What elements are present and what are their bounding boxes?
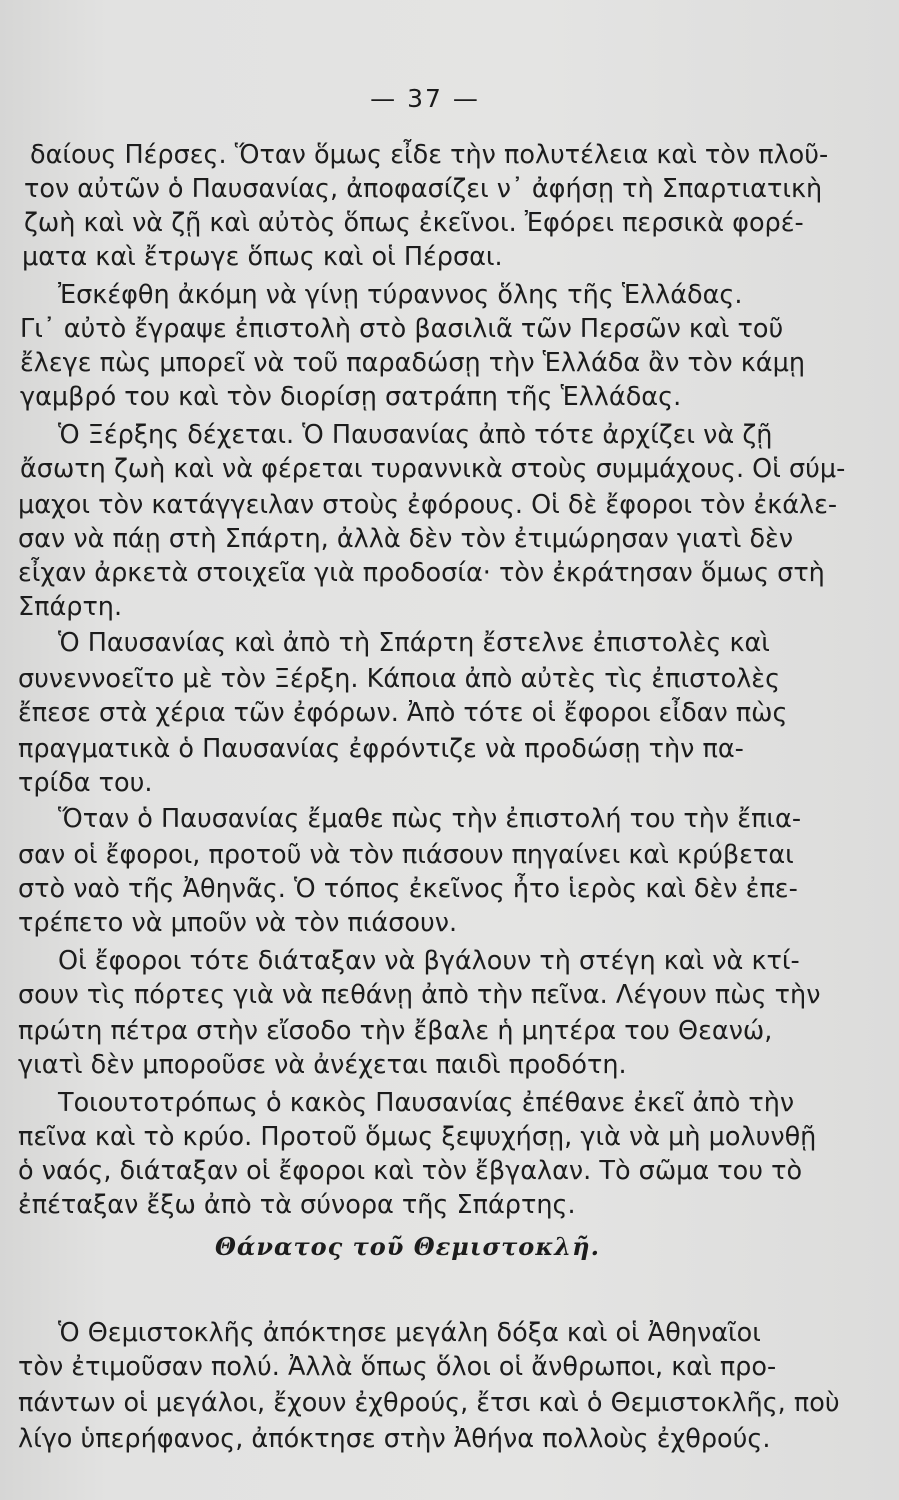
text-line: στὸ ναὸ τῆς Ἀθηνᾶς. Ὁ τόπος ἐκεῖνος ἦτο ἱερὸς καὶ δὲν ἐπε- xyxy=(18,874,798,904)
section-heading: Θάνατος τοῦ Θεμιστοκλῆ. xyxy=(215,1232,600,1261)
text-line: ζωὴ καὶ νὰ ζῇ καὶ αὐτὸς ὅπως ἐκεῖνοι. Ἐφόρει περσικὰ φορέ- xyxy=(24,208,804,238)
text-line: συνεννοεῖτο μὲ τὸν Ξέρξη. Κάποια ἀπὸ αὐτὲς τὶς ἐπιστολὲς xyxy=(18,664,781,694)
text-line: δαίους Πέρσες. Ὅταν ὅμως εἶδε τὴν πολυτέλεια καὶ τὸν πλοῦ- xyxy=(30,140,829,170)
text-line: σαν νὰ πάῃ στὴ Σπάρτη, ἀλλὰ δὲν τὸν ἐτιμώρησαν γιατὶ δὲν xyxy=(18,524,794,554)
text-line: ματα καὶ ἔτρωγε ὅπως καὶ οἱ Πέρσαι. xyxy=(22,242,503,272)
text-line: εἶχαν ἀρκετὰ στοιχεῖα γιὰ προδοσία· τὸν ἐκράτησαν ὅμως στὴ xyxy=(18,558,825,588)
text-line: λίγο ὑπερήφανος, ἀπόκτησε στὴν Ἀθήνα πολλοὺς ἐχθρούς. xyxy=(18,1424,771,1454)
text-line: Ὁ Παυσανίας καὶ ἀπὸ τὴ Σπάρτη ἔστελνε ἐπιστολὲς καὶ xyxy=(58,628,770,658)
page-number: — 37 — xyxy=(370,84,480,113)
text-line: Ὅταν ὁ Παυσανίας ἔμαθε πὼς τὴν ἐπιστολή του τὴν ἔπια- xyxy=(58,804,802,834)
text-line: σαν οἱ ἔφοροι, προτοῦ νὰ τὸν πιάσουν πηγαίνει καὶ κρύβεται xyxy=(18,840,794,870)
text-line: Ὁ Θεμιστοκλῆς ἀπόκτησε μεγάλη δόξα καὶ οἱ Ἀθηναῖοι xyxy=(58,1318,761,1348)
text-line: ἄσωτη ζωὴ καὶ νὰ φέρεται τυραννικὰ στοὺς συμμάχους. Οἱ σύμ- xyxy=(20,454,846,484)
text-line: πεῖνα καὶ τὸ κρύο. Προτοῦ ὅμως ξεψυχήσῃ, γιὰ νὰ μὴ μολυνθῇ xyxy=(18,1122,817,1152)
text-line: μαχοι τὸν κατάγγειλαν στοὺς ἐφόρους. Οἱ δὲ ἔφοροι τὸν ἐκάλε- xyxy=(18,490,838,520)
text-line: σουν τὶς πόρτες γιὰ νὰ πεθάνῃ ἀπὸ τὴν πεῖνα. Λέγουν πὼς τὴν xyxy=(18,980,821,1010)
text-line: Τοιουτοτρόπως ὁ κακὸς Παυσανίας ἐπέθανε ἐκεῖ ἀπὸ τὴν xyxy=(58,1088,795,1118)
text-line: πάντων οἱ μεγάλοι, ἔχουν ἐχθρούς, ἔτσι καὶ ὁ Θεμιστοκλῆς, ποὺ xyxy=(18,1388,840,1418)
text-line: πραγματικὰ ὁ Παυσανίας ἐφρόντιζε νὰ προδώσῃ τὴν πα- xyxy=(18,734,744,764)
text-line: Ὁ Ξέρξης δέχεται. Ὁ Παυσανίας ἀπὸ τότε ἀρχίζει νὰ ζῇ xyxy=(58,420,773,450)
text-line: πρώτη πέτρα στὴν εἴσοδο τὴν ἔβαλε ἡ μητέρα του Θεανώ, xyxy=(18,1016,773,1046)
text-line: Οἱ ἔφοροι τότε διάταξαν νὰ βγάλουν τὴ στέγη καὶ νὰ κτί- xyxy=(58,946,800,976)
text-line: τρίδα του. xyxy=(18,768,153,798)
text-line: Γι᾿ αὐτὸ ἔγραψε ἐπιστολὴ στὸ βασιλιᾶ τῶν Περσῶν καὶ τοῦ xyxy=(20,314,784,344)
text-line: Σπάρτη. xyxy=(18,592,123,622)
text-line: τον αὐτῶν ὁ Παυσανίας, ἀποφασίζει ν᾿ ἀφήσῃ τὴ Σπαρτιατικὴ xyxy=(24,174,823,204)
text-line: ἐπέταξαν ἔξω ἀπὸ τὰ σύνορα τῆς Σπάρτης. xyxy=(18,1190,576,1220)
text-line: ἔλεγε πὼς μπορεῖ νὰ τοῦ παραδώσῃ τὴν Ἑλλάδα ἂν τὸν κάμῃ xyxy=(20,348,805,378)
text-line: τὸν ἐτιμοῦσαν πολύ. Ἀλλὰ ὅπως ὅλοι οἱ ἄνθρωποι, καὶ προ- xyxy=(18,1352,777,1382)
text-line: ἔπεσε στὰ χέρια τῶν ἐφόρων. Ἀπὸ τότε οἱ ἔφοροι εἶδαν πὼς xyxy=(18,698,788,728)
text-line: ὁ ναός, διάταξαν οἱ ἔφοροι καὶ τὸν ἔβγαλαν. Τὸ σῶμα του τὸ xyxy=(18,1156,803,1186)
text-line: γιατὶ δὲν μποροῦσε νὰ ἀνέχεται παιδὶ προδότη. xyxy=(18,1050,627,1080)
text-line: Ἐσκέφθη ἀκόμη νὰ γίνῃ τύραννος ὅλης τῆς Ἑλλάδας. xyxy=(58,280,743,310)
text-line: τρέπετο νὰ μποῦν νὰ τὸν πιάσουν. xyxy=(18,908,458,938)
text-line: γαμβρό του καὶ τὸν διορίσῃ σατράπη τῆς Ἑλλάδας. xyxy=(20,382,682,412)
